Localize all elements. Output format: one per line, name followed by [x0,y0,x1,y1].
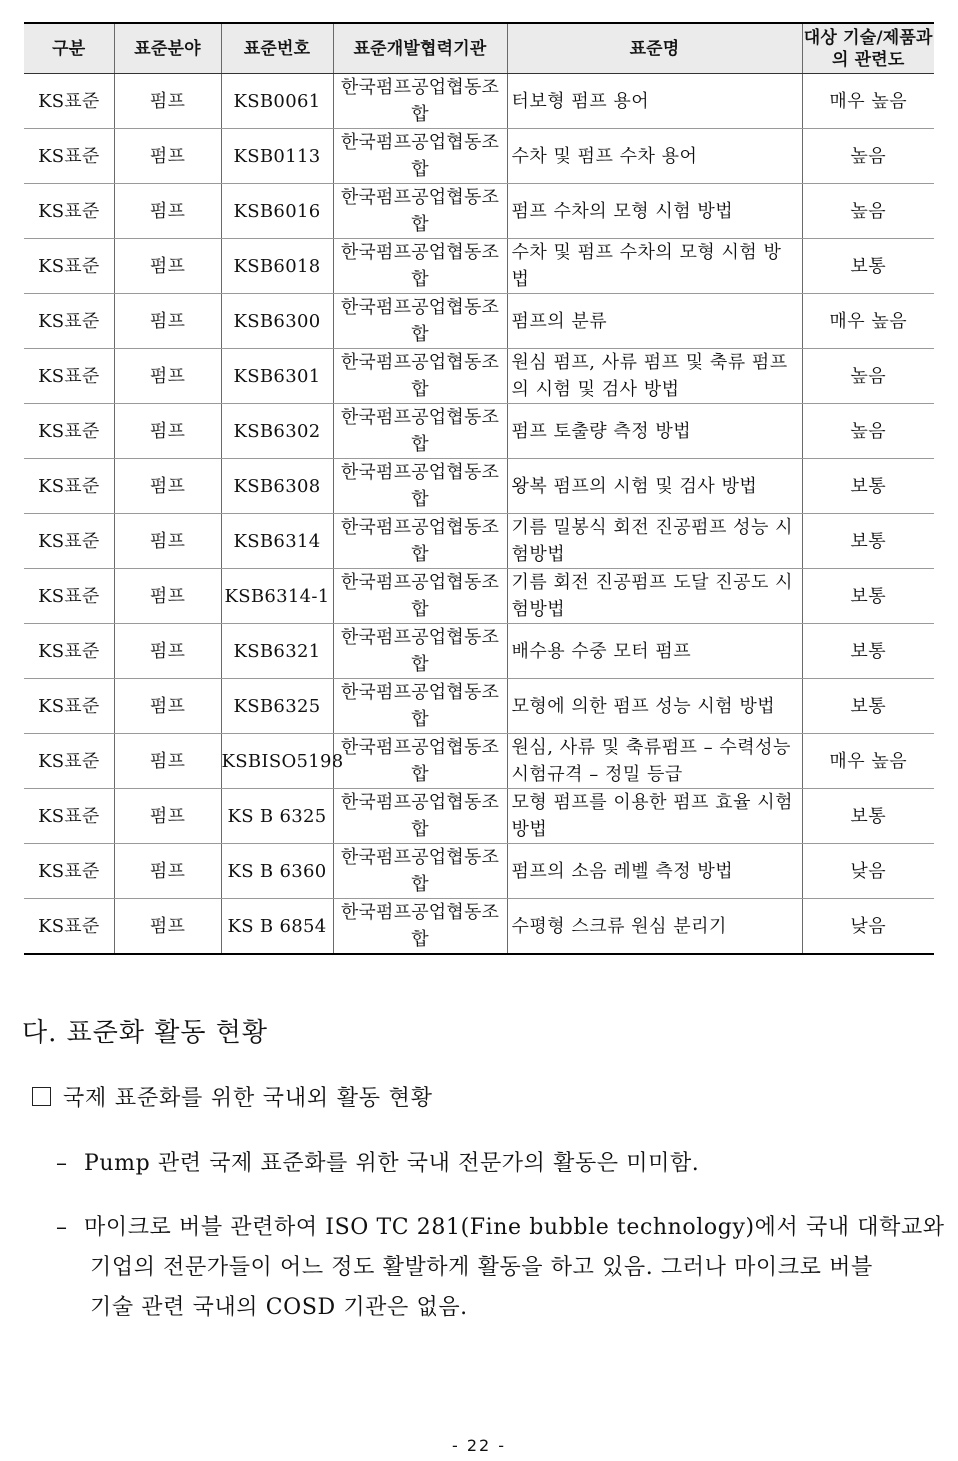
table-row [24,349,934,404]
cell-relevance: 낮음 [802,844,934,899]
table-row [24,899,934,955]
cell-category: KS표준 [24,514,114,569]
cell-number: KSB0061 [221,74,333,129]
cell-field: 펌프 [114,129,221,184]
cell-name: 펌프 수차의 모형 시험 방법 [507,184,802,239]
cell-relevance: 높음 [802,349,934,404]
cell-org: 한국펌프공업협동조합 [333,569,507,624]
cell-name: 모형에 의한 펌프 성능 시험 방법 [507,679,802,734]
cell-number: KSB6016 [221,184,333,239]
cell-category: KS표준 [24,624,114,679]
cell-relevance: 높음 [802,129,934,184]
cell-number: KSB6314 [221,514,333,569]
cell-number: KSB6308 [221,459,333,514]
table-row [24,514,934,569]
cell-org: 한국펌프공업협동조합 [333,129,507,184]
cell-category: KS표준 [24,789,114,844]
list-item-text-continued: 기업의 전문가들이 어느 정도 활발하게 활동을 하고 있음. 그러나 마이크로 버블 [90,1255,873,1280]
cell-org: 한국펌프공업협동조합 [333,514,507,569]
cell-org: 한국펌프공업협동조합 [333,349,507,404]
cell-number: KSB6018 [221,239,333,294]
table-row [24,74,934,129]
cell-field: 펌프 [114,459,221,514]
page-number: - 22 - [451,1436,507,1455]
dash-marker: – [56,1215,68,1240]
cell-org: 한국펌프공업협동조합 [333,404,507,459]
cell-field: 펌프 [114,184,221,239]
cell-field: 펌프 [114,679,221,734]
cell-org: 한국펌프공업협동조합 [333,789,507,844]
cell-category: KS표준 [24,459,114,514]
cell-field: 펌프 [114,844,221,899]
cell-relevance: 높음 [802,184,934,239]
cell-relevance: 매우 높음 [802,74,934,129]
section-title: 다. 표준화 활동 현황 [22,1018,268,1048]
cell-name: 펌프의 소음 레벨 측정 방법 [507,844,802,899]
cell-relevance: 낮음 [802,899,934,955]
cell-name: 펌프의 분류 [507,294,802,349]
cell-number: KS B 6360 [221,844,333,899]
table-header-row [24,23,934,74]
cell-number: KS B 6325 [221,789,333,844]
cell-org: 한국펌프공업협동조합 [333,734,507,789]
cell-relevance: 매우 높음 [802,294,934,349]
cell-category: KS표준 [24,239,114,294]
checkbox-square-icon [32,1087,51,1106]
cell-category: KS표준 [24,184,114,239]
list-item-text: 마이크로 버블 관련하여 ISO TC 281(Fine bubble technology)에서 국내 대학교와 [84,1215,945,1240]
cell-number: KSB6302 [221,404,333,459]
cell-field: 펌프 [114,74,221,129]
header-category: 구분 [24,23,114,74]
table-row [24,184,934,239]
cell-number: KSBISO5198 [221,734,333,789]
cell-name: 모형 펌프를 이용한 펌프 효율 시험방법 [507,789,802,844]
table-row [24,789,934,844]
list-item-text: Pump 관련 국제 표준화를 위한 국내 전문가의 활동은 미미함. [84,1151,700,1176]
header-name: 표준명 [507,23,802,74]
cell-category: KS표준 [24,899,114,955]
cell-name: 배수용 수중 모터 펌프 [507,624,802,679]
section-subheading [32,1084,433,1114]
cell-field: 펌프 [114,624,221,679]
table-body [24,74,934,955]
cell-relevance: 보통 [802,459,934,514]
cell-category: KS표준 [24,404,114,459]
table-row [24,679,934,734]
cell-relevance: 보통 [802,514,934,569]
cell-name: 수차 및 펌프 수차의 모형 시험 방법 [507,239,802,294]
cell-field: 펌프 [114,899,221,955]
cell-category: KS표준 [24,679,114,734]
table-row [24,404,934,459]
cell-number: KSB6300 [221,294,333,349]
cell-org: 한국펌프공업협동조합 [333,899,507,955]
cell-category: KS표준 [24,349,114,404]
cell-field: 펌프 [114,789,221,844]
subheading-text: 국제 표준화를 위한 국내외 활동 현황 [63,1086,433,1111]
standards-table [24,22,934,955]
cell-name: 원심 펌프, 사류 펌프 및 축류 펌프의 시험 및 검사 방법 [507,349,802,404]
cell-name: 기름 밀봉식 회전 진공펌프 성능 시험방법 [507,514,802,569]
cell-org: 한국펌프공업협동조합 [333,74,507,129]
cell-org: 한국펌프공업협동조합 [333,459,507,514]
cell-field: 펌프 [114,734,221,789]
cell-category: KS표준 [24,569,114,624]
cell-category: KS표준 [24,129,114,184]
cell-field: 펌프 [114,294,221,349]
cell-name: 수평형 스크류 원심 분리기 [507,899,802,955]
cell-field: 펌프 [114,404,221,459]
list-item [56,1208,945,1328]
list-item [56,1144,699,1184]
header-number: 표준번호 [221,23,333,74]
cell-number: KSB0113 [221,129,333,184]
cell-field: 펌프 [114,239,221,294]
cell-category: KS표준 [24,844,114,899]
table-row [24,239,934,294]
table-row [24,624,934,679]
cell-org: 한국펌프공업협동조합 [333,294,507,349]
cell-category: KS표준 [24,74,114,129]
cell-field: 펌프 [114,349,221,404]
cell-category: KS표준 [24,734,114,789]
cell-number: KSB6321 [221,624,333,679]
table-row [24,569,934,624]
cell-org: 한국펌프공업협동조합 [333,239,507,294]
cell-relevance: 보통 [802,789,934,844]
cell-name: 터보형 펌프 용어 [507,74,802,129]
table-row [24,734,934,789]
cell-relevance: 보통 [802,624,934,679]
cell-org: 한국펌프공업협동조합 [333,184,507,239]
header-relevance: 대상 기술/제품과의 관련도 [802,23,934,74]
cell-number: KS B 6854 [221,899,333,955]
cell-relevance: 보통 [802,569,934,624]
table-row [24,459,934,514]
table-row [24,844,934,899]
cell-org: 한국펌프공업협동조합 [333,624,507,679]
cell-name: 왕복 펌프의 시험 및 검사 방법 [507,459,802,514]
cell-relevance: 높음 [802,404,934,459]
dash-marker: – [56,1151,68,1176]
header-org: 표준개발협력기관 [333,23,507,74]
list-item-text-continued: 기술 관련 국내의 COSD 기관은 없음. [90,1295,468,1320]
table-row [24,294,934,349]
table-row [24,129,934,184]
cell-relevance: 보통 [802,679,934,734]
cell-org: 한국펌프공업협동조합 [333,679,507,734]
cell-field: 펌프 [114,514,221,569]
cell-name: 수차 및 펌프 수차 용어 [507,129,802,184]
cell-field: 펌프 [114,569,221,624]
cell-org: 한국펌프공업협동조합 [333,844,507,899]
cell-name: 기름 회전 진공펌프 도달 진공도 시험방법 [507,569,802,624]
cell-number: KSB6325 [221,679,333,734]
header-field: 표준분야 [114,23,221,74]
cell-relevance: 보통 [802,239,934,294]
cell-number: KSB6301 [221,349,333,404]
cell-name: 원심, 사류 및 축류펌프 – 수력성능 시험규격 – 정밀 등급 [507,734,802,789]
cell-name: 펌프 토출량 측정 방법 [507,404,802,459]
cell-category: KS표준 [24,294,114,349]
cell-relevance: 매우 높음 [802,734,934,789]
cell-number: KSB6314-1 [221,569,333,624]
